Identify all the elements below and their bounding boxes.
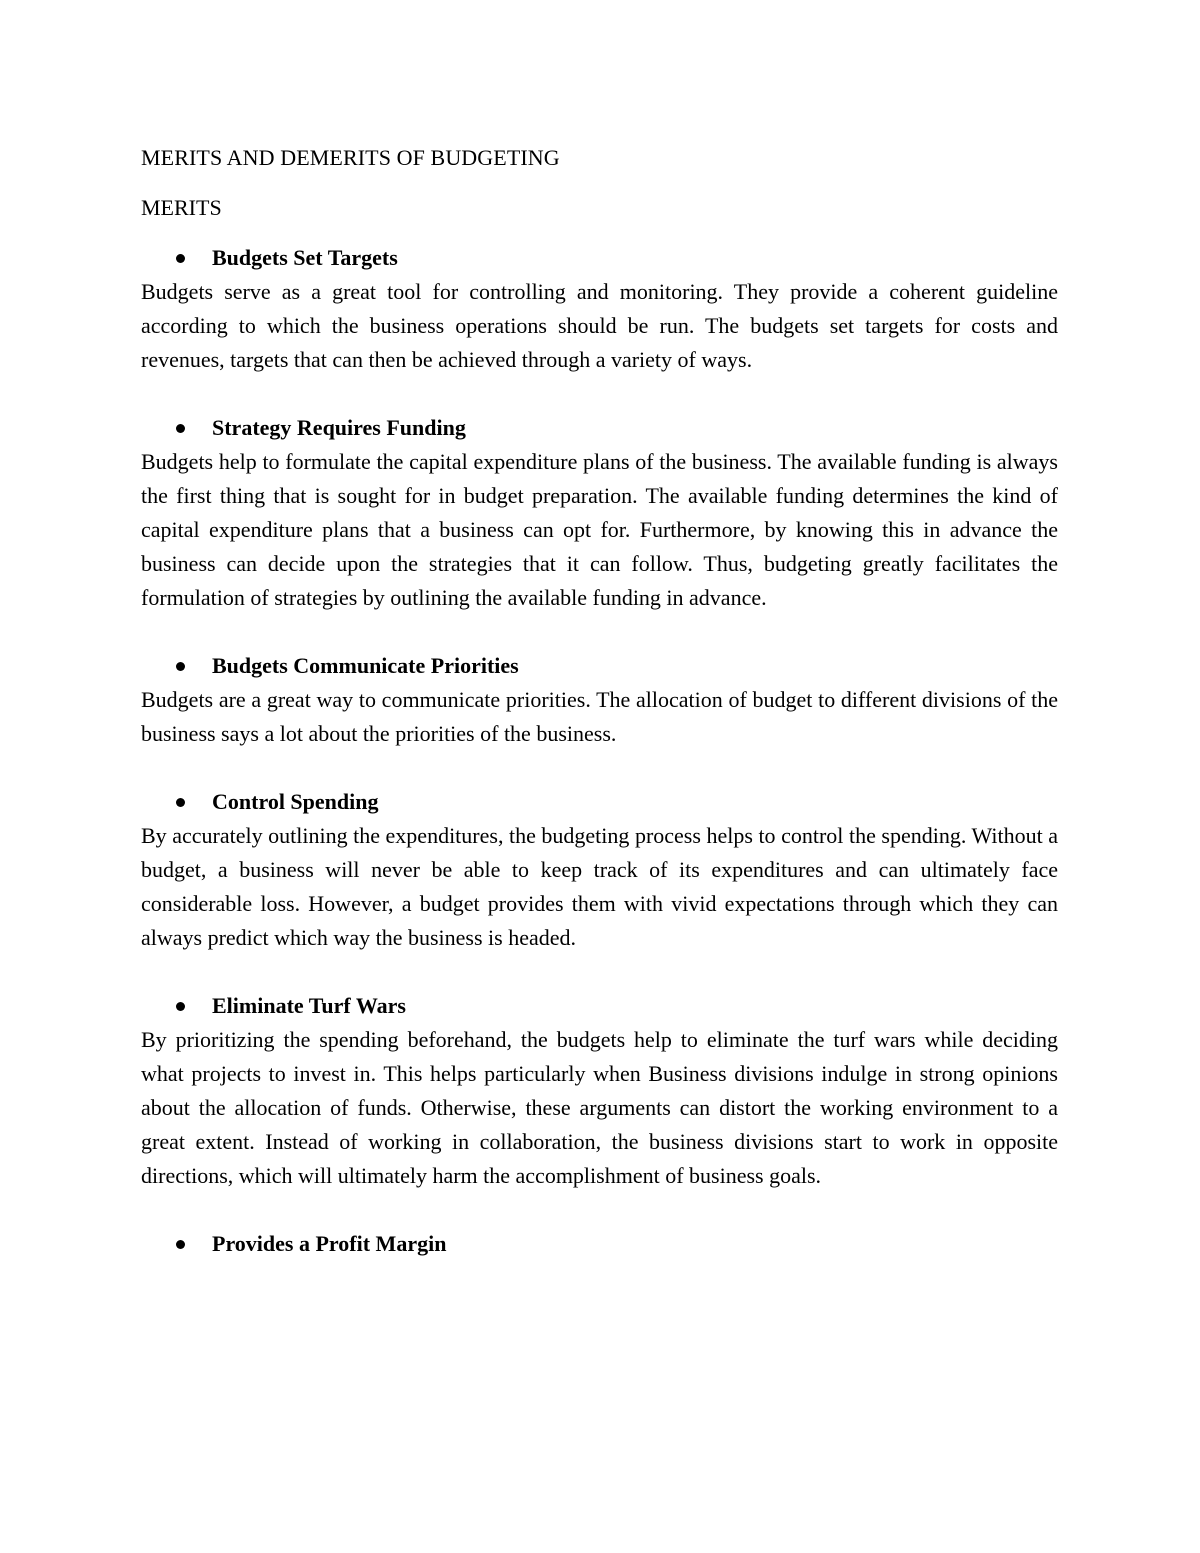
merit-body: Budgets help to formulate the capital expenditure plans of the business. The available funding is always the first thing that is sought for in budget preparation. The available funding determines the kind of capital expenditure plans that a business can opt for. Furthermore, by knowing this in advance the business can decide upon the strategies that it can follow. Thus, budgeting greatly facilitates the formulation of strategies by outlining the available funding in advance. [141,449,1058,610]
bullet-icon [176,424,185,433]
bullet-icon [176,798,185,807]
merit-heading-text: Budgets Communicate Priorities [212,653,519,678]
merit-heading-text: Budgets Set Targets [212,245,398,270]
merit-item-provides-a-profit-margin [141,1227,1058,1261]
merit-heading [141,989,1058,1023]
merit-body: By accurately outlining the expenditures, the budgeting process helps to control the spending. Without a budget, a business will never be able to keep track of its expenditures and can ultimately face considerable loss. However, a budget provides them with vivid expectations through which they can always predict which way the business is headed. [141,823,1058,950]
bullet-icon [176,1002,185,1011]
bullet-icon [176,662,185,671]
document-title: MERITS AND DEMERITS OF BUDGETING [141,145,560,170]
merit-item-control-spending [141,785,1058,955]
merit-heading [141,785,1058,819]
merit-item-budgets-set-targets [141,241,1058,377]
merit-heading-text: Eliminate Turf Wars [212,993,406,1018]
document-content [141,141,1058,1261]
merit-body: Budgets are a great way to communicate priorities. The allocation of budget to different divisions of the business says a lot about the priorities of the business. [141,687,1058,746]
merit-heading-text: Provides a Profit Margin [212,1231,447,1256]
merit-body: By prioritizing the spending beforehand, the budgets help to eliminate the turf wars while deciding what projects to invest in. This helps particularly when Business divisions indulge in strong opinions about the allocation of funds. Otherwise, these arguments can distort the working environment to a great extent. Instead of working in collaboration, the business divisions start to work in opposite directions, which will ultimately harm the accomplishment of business goals. [141,1027,1058,1188]
merit-heading [141,411,1058,445]
merit-heading-text: Control Spending [212,789,379,814]
bullet-icon [176,1240,185,1249]
merit-body: Budgets serve as a great tool for controlling and monitoring. They provide a coherent guideline according to which the business operations should be run. The budgets set targets for costs and revenues, targets that can then be achieved through a variety of ways. [141,279,1058,372]
merit-item-strategy-requires-funding [141,411,1058,615]
bullet-icon [176,254,185,263]
merit-item-budgets-communicate-priorities [141,649,1058,751]
merit-heading [141,1227,1058,1261]
merit-heading [141,241,1058,275]
merit-heading-text: Strategy Requires Funding [212,415,466,440]
merit-heading [141,649,1058,683]
merit-item-eliminate-turf-wars [141,989,1058,1193]
section-heading-merits: MERITS [141,195,222,220]
